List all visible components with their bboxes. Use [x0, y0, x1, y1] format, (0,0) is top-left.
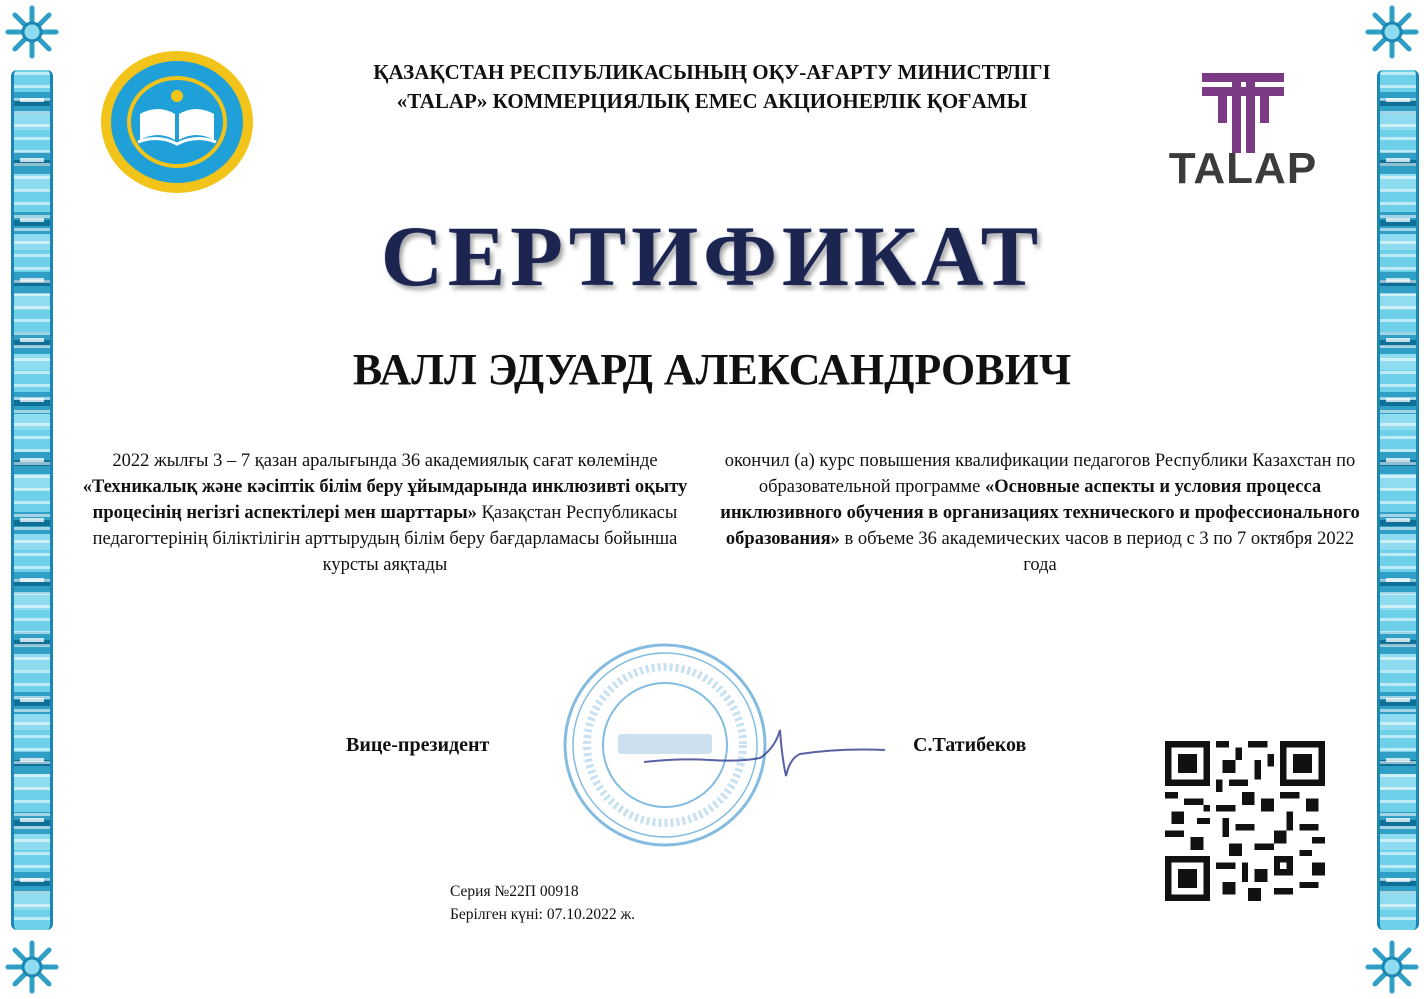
snowflake-ornament-icon [4, 939, 60, 995]
kazakh-text-outro: Қазақстан Республикасы педагогтерінің біліктілігін арттырудың білім беру бағдарламасы бойынша курсты аяқтады [92, 503, 678, 575]
recipient-name: ВАЛЛ ЭДУАРД АЛЕКСАНДРОВИЧ [352, 345, 1072, 394]
russian-text-intro: окончил (а) курс повышения квалификации педагогов Республики Казахстан по образовательной программе [724, 451, 1356, 497]
left-ornament-border [0, 0, 58, 999]
certificate-title: СЕРТИФИКАТ [380, 208, 1044, 304]
talap-logo-text: TALAP [1168, 144, 1318, 193]
organization-name: «TALAP» КОММЕРЦИЯЛЫҚ ЕМЕС АКЦИОНЕРЛІК ҚОҒАМЫ [396, 89, 1028, 113]
series-number: Серия №22П 00918 [450, 883, 579, 900]
certificate-header [280, 58, 1144, 116]
kazakh-text-block [70, 448, 700, 578]
kazakh-course-title: «Техникалық және кәсіптік білім беру ұйымдарында инклюзивті оқыту процесінің негізгі аспектілері мен шарттары» [82, 477, 688, 523]
issue-date: Берілген күні: 07.10.2022 ж. [450, 906, 636, 923]
russian-text-outro: в объеме 36 академических часов в период с 3 по 7 октября 2022 года [839, 529, 1355, 575]
signatory-name: С.Татибеков [913, 734, 1027, 756]
snowflake-ornament-icon [1364, 4, 1420, 60]
ministry-emblem-icon [98, 48, 256, 196]
kazakh-text-intro: 2022 жылғы 3 – 7 қазан аралығында 36 академиялық сағат көлемінде [112, 451, 658, 471]
right-ornament-border [1366, 0, 1424, 999]
left-ornament-pattern [11, 70, 53, 930]
right-ornament-pattern [1377, 70, 1419, 930]
ministry-name: ҚАЗАҚСТАН РЕСПУБЛИКАСЫНЫҢ ОҚУ-АҒАРТУ МИНИСТРЛІГІ [373, 60, 1051, 84]
snowflake-ornament-icon [1364, 939, 1420, 995]
certificate-footer [450, 880, 635, 926]
handwritten-signature [640, 718, 890, 788]
qr-code[interactable] [1164, 741, 1326, 901]
snowflake-ornament-icon [4, 4, 60, 60]
russian-text-block [720, 448, 1360, 578]
signatory-role: Вице-президент [346, 734, 490, 756]
russian-course-title: «Основные аспекты и условия процесса инклюзивного обучения в организациях технического и профессионального образования» [720, 477, 1360, 549]
